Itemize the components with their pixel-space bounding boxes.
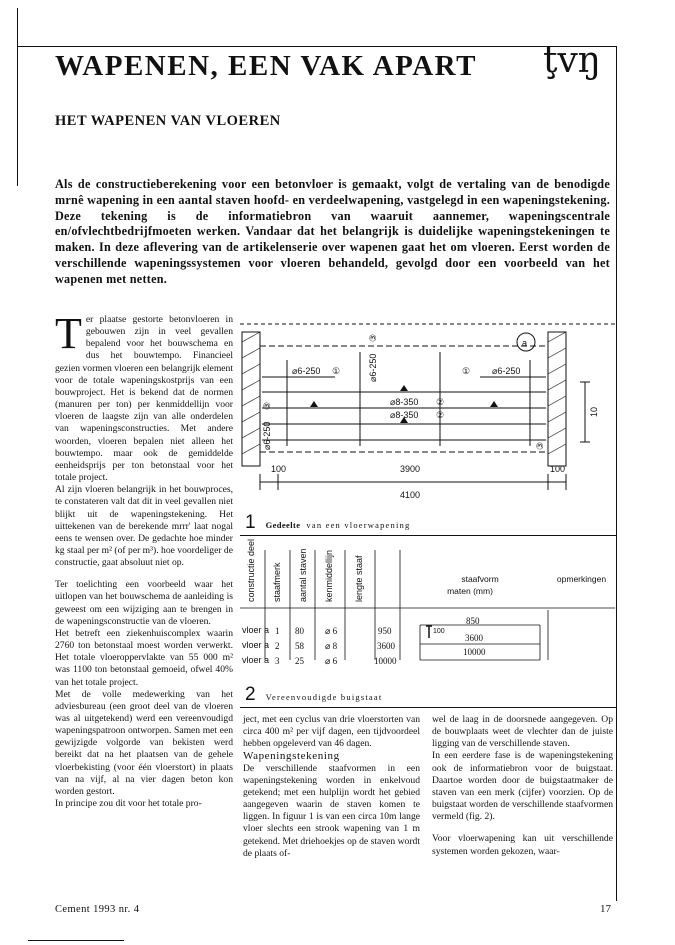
body-column-2 bbox=[243, 714, 420, 860]
header-aantal-staven: aantal staven bbox=[298, 548, 308, 602]
table-cell: vloer a bbox=[242, 640, 270, 650]
paragraph: Ter toelichting een voorbeeld waar het uitlopen van het bouwschema de aanleiding is geweest om een wijziging aan te brengen in de wapeningsconstructie van de vloeren. bbox=[55, 579, 233, 627]
figure-number: 1 bbox=[245, 512, 256, 533]
hook-label: 100 bbox=[433, 628, 445, 635]
table-cell: 80 bbox=[295, 626, 304, 636]
header-lengte-staaf: lengte staaf bbox=[354, 555, 364, 602]
table-cell: 3 bbox=[275, 656, 280, 666]
bar-mark: ② bbox=[436, 397, 445, 407]
bar-mark: ③ bbox=[535, 441, 545, 450]
layer-triangle bbox=[310, 401, 318, 407]
bar-mark: ③ bbox=[368, 333, 378, 342]
paragraph: In principe zou dit voor het totale pro- bbox=[55, 798, 202, 810]
article-subtitle: HET WAPENEN VAN VLOEREN bbox=[55, 113, 281, 129]
page-number: 17 bbox=[600, 903, 611, 915]
paragraph: Al zijn vloeren belangrijk in het bouwproces, te constateren valt dat dit in veel gevallen niet blijkt uit de wapeningstekening. Het uittekenen van de berekende mrrr' laat nogal eens te wensen over. De gedachte hoe minder kg staal per m² (of per m³). hoe voordeliger de constructie, gaat absoluut niet op. bbox=[55, 484, 233, 569]
dimension-label: 10 bbox=[589, 406, 599, 417]
table-cell: ⌀ 8 bbox=[325, 641, 338, 651]
paragraph: Met de volle medewerking van het adviesbureau (een groot deel van de vloeren was al uitgetekend) werd een vereenvoudigd wapeningspatroon ontworpen. Samen met een gewijzigde volgorde van bekisten werd bereikt dat na het plaatsen van de gehele vloerbekisting (voor één vloerstort) in plaats van na vijf, al na vier dagen beton kon worden gestort. bbox=[55, 688, 233, 797]
table-cell: vloer a bbox=[242, 655, 270, 665]
caption-bold: Gedeelte bbox=[265, 520, 301, 530]
paragraph: In een eerdere fase is de wapeningstekening ook de informatiebron voor de buigstaat. Daartoe worden door de buigstaatmaker de staven van een merk (cijfer) voorzien. Op de buigstaat worden de verschillende staafvormen vermeld (fig. 2). bbox=[432, 750, 613, 823]
table-cell: 950 bbox=[378, 626, 392, 636]
table-cell: ⌀ 6 bbox=[325, 656, 338, 666]
publication-info: Cement 1993 nr. 4 bbox=[55, 904, 140, 915]
paragraph: wel de laag in de doorsnede aangegeven. Op de bouwplaats weet de vlechter dan de juiste ligging van de verschillende staven. bbox=[432, 714, 613, 750]
bar-mark: ③ bbox=[262, 401, 272, 410]
table-cell: vloer a bbox=[242, 625, 270, 635]
caption-text: Vereenvoudigde buigstaat bbox=[265, 692, 383, 702]
circle-label: a bbox=[522, 338, 528, 348]
paragraph: Voor vloerwapening kan uit verschillende systemen worden gekozen, waar- bbox=[432, 833, 613, 857]
dimension-label: 4100 bbox=[400, 490, 421, 500]
right-wall bbox=[548, 332, 566, 466]
table-cell: 10000 bbox=[463, 647, 486, 657]
caption-text: van een vloerwapening bbox=[306, 520, 411, 530]
table-cell: 3600 bbox=[377, 641, 395, 651]
table-cell: 25 bbox=[295, 656, 304, 666]
table-cell: 2 bbox=[275, 641, 280, 651]
header-staafmerk: staafmerk bbox=[272, 562, 282, 602]
body-column-1 bbox=[55, 309, 233, 810]
table-cell: 10000 bbox=[374, 656, 397, 666]
paragraph: er plaatse gestorte betonvloeren in gebouwen zijn in veel gevallen bepalend voor het bouwschema en dus het bouwtempo. Financieel gezien vormen vloeren een belangrijk element voor de totale wapeningskostprijs van een bouwproject. Het is bekend dat de normen (manuren per ton) per kenmiddellijn voor vloeren de laagste zijn van alle onderdelen van wapeningsconstructies. Met andere woorden, vloeren bepalen niet alleen het bouwtempo. maar ook de gemiddelde eenheidsprijs per ton betonstaal voor het totale project. bbox=[55, 314, 233, 484]
figure-2-caption bbox=[245, 684, 382, 706]
layer-triangle bbox=[490, 401, 498, 407]
title-top-rule bbox=[17, 46, 617, 47]
paragraph: ject, met een cyclus van drie vloerstorten van circa 400 m² per vijf dagen, een tijdvoordeel hebben opgeleverd van 46 dagen. bbox=[243, 714, 420, 750]
dimension-label: 100 bbox=[271, 464, 287, 474]
reinforcement-drawing bbox=[240, 322, 615, 507]
dimension-label: 100 bbox=[550, 464, 566, 474]
layer-triangle bbox=[400, 385, 408, 391]
header-maten: maten (mm) bbox=[447, 586, 493, 596]
bar-label: ⌀6-250 bbox=[492, 366, 521, 376]
right-margin-rule bbox=[616, 46, 617, 901]
drop-cap: T bbox=[55, 309, 82, 358]
figure-1-caption bbox=[245, 512, 410, 534]
bar-label: ⌀6-250 bbox=[292, 366, 321, 376]
figure-number: 2 bbox=[245, 684, 256, 705]
body-column-3 bbox=[432, 714, 613, 858]
table-cell: 1 bbox=[275, 626, 280, 636]
figure-1-reinforcement-drawing bbox=[240, 322, 615, 507]
paragraph: De verschillende staafvormen in een wapeningstekening worden in enkelvoud getekend; met een hulplijn wordt het gebied aangegeven waarin de staven komen te liggen. In figuur 1 is van een circa 10m lange vloer slechts een strook wapening van 1 m getekend. Met driehoekjes op de staven wordt de plaats of- bbox=[243, 762, 420, 859]
header-staafvorm: staafvorm bbox=[461, 574, 499, 584]
table-cell: 58 bbox=[295, 641, 304, 651]
bar-label: ⌀6-250 bbox=[262, 421, 272, 450]
bar-label: ⌀8-350 bbox=[390, 397, 419, 407]
section-heading: Wapeningstekening bbox=[243, 750, 340, 763]
table-cell: ⌀ 6 bbox=[325, 626, 338, 636]
left-margin-rule bbox=[17, 8, 18, 186]
figure-2-bending-schedule bbox=[240, 540, 615, 670]
caption-rule bbox=[240, 535, 616, 536]
series-mark: ţvŋ bbox=[543, 40, 601, 81]
bar-label: ⌀6-250 bbox=[368, 353, 378, 382]
table-cell: 3600 bbox=[465, 633, 483, 643]
left-wall bbox=[242, 332, 260, 466]
header-constructiedeel: constructie deel bbox=[246, 538, 256, 602]
header-opmerkingen: opmerkingen bbox=[556, 574, 607, 584]
dimension-label: 3900 bbox=[400, 464, 421, 474]
bar-mark: ① bbox=[332, 366, 341, 376]
bar-label: ⌀8-350 bbox=[390, 410, 419, 420]
bar-mark: ① bbox=[462, 366, 471, 376]
table-cell: 850 bbox=[466, 616, 480, 626]
paragraph: Het betreft een ziekenhuiscomplex waarin 2760 ton betonstaal moest worden verwerkt. Het totale vloeroppervlakte van 55 000 m² was 1100 ton betonstaal gemoeid, ofwel 40% van het totale project. bbox=[55, 627, 233, 688]
header-kenmiddellijn: kenmiddellijn bbox=[324, 549, 334, 602]
bar-mark: ② bbox=[436, 410, 445, 420]
caption-rule bbox=[240, 707, 616, 708]
intro-paragraph: Als de constructieberekening voor een betonvloer is gemaakt, volgt de vertaling van de benodigde mrnê wapening in een aantal staven hoofd- en verdeelwapening, vastgelegd in een wapeningstekening. Deze tekening is de informatiebron van waaruit aannemer, wapeningscentrale en/ofvlechtbedrijfmoeten werken. Vandaar dat het belangrijk is duidelijke wapeningstekeningen te maken. In deze aflevering van de artikelenserie over wapenen gaat het om vloeren. Eerst worden de verschillende wapeningssystemen voor vloeren behandeld, gevolgd door een voorbeeld van het wapenen met netten. bbox=[55, 177, 610, 286]
page-title: WAPENEN, EEN VAK APART bbox=[55, 50, 477, 82]
footer-rule bbox=[28, 940, 124, 941]
